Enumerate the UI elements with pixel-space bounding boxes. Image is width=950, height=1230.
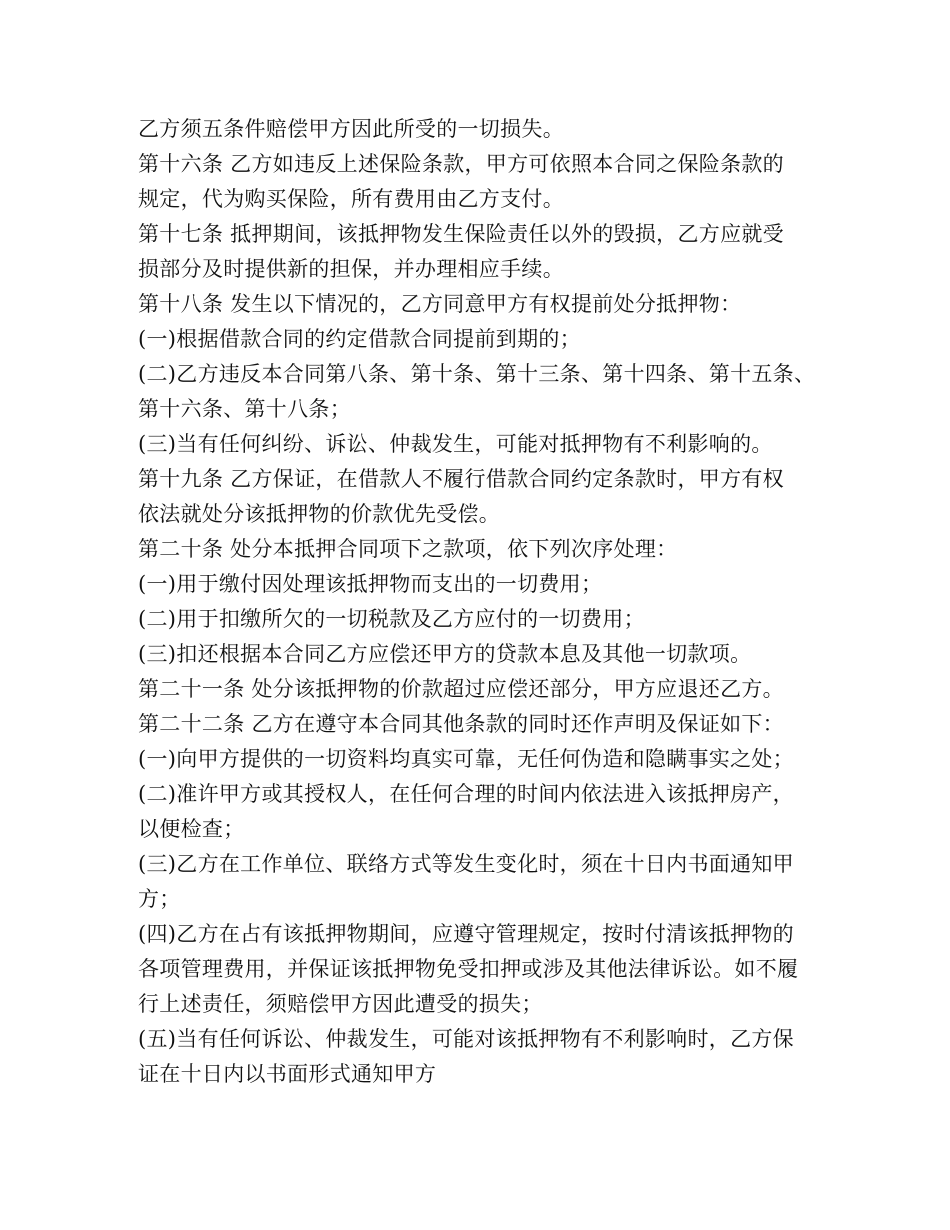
text-line: 第十六条、第十八条； xyxy=(138,397,351,421)
text-line: 方； xyxy=(138,887,181,911)
text-line: 证在十日内以书面形式通知甲方 xyxy=(138,1062,437,1086)
text-line: (二)用于扣缴所欠的一切税款及乙方应付的一切费用； xyxy=(138,607,645,631)
text-line: 第二十条 处分本抵押合同项下之款项，依下列次序处理： xyxy=(138,537,678,561)
text-line: (二)准许甲方或其授权人，在任何合理的时间内依法进入该抵押房产， xyxy=(138,782,794,806)
text-line: 行上述责任，须赔偿甲方因此遭受的损失； xyxy=(138,992,543,1016)
text-line: (一)根据借款合同的约定借款合同提前到期的； xyxy=(138,327,581,351)
text-line: 以便检查； xyxy=(138,817,245,841)
text-line: 第二十一条 处分该抵押物的价款超过应偿还部分，甲方应退还乙方。 xyxy=(138,677,784,701)
text-line: (四)乙方在占有该抵押物期间，应遵守管理规定，按时付清该抵押物的 xyxy=(138,922,794,946)
text-line: 第二十二条 乙方在遵守本合同其他条款的同时还作声明及保证如下： xyxy=(138,712,784,736)
text-line: (三)乙方在工作单位、联络方式等发生变化时，须在十日内书面通知甲 xyxy=(138,852,794,876)
text-line: 依法就处分该抵押物的价款优先受偿。 xyxy=(138,502,501,526)
text-line: 规定，代为购买保险，所有费用由乙方支付。 xyxy=(138,187,564,211)
text-line: 第十七条 抵押期间，该抵押物发生保险责任以外的毁损，乙方应就受 xyxy=(138,222,784,246)
text-line: (五)当有任何诉讼、仲裁发生，可能对该抵押物有不利影响时，乙方保 xyxy=(138,1027,794,1051)
text-line: (一)用于缴付因处理该抵押物而支出的一切费用； xyxy=(138,572,603,596)
text-line: 第十九条 乙方保证，在借款人不履行借款合同约定条款时，甲方有权 xyxy=(138,467,784,491)
document-body xyxy=(138,112,828,1092)
text-line: (一)向甲方提供的一切资料均真实可靠，无任何伪造和隐瞒事实之处； xyxy=(138,747,794,771)
text-line: 各项管理费用，并保证该抵押物免受扣押或涉及其他法律诉讼。如不履 xyxy=(138,957,799,981)
text-line: (三)扣还根据本合同乙方应偿还甲方的贷款本息及其他一切款项。 xyxy=(138,642,752,666)
text-line: 第十六条 乙方如违反上述保险条款，甲方可依照本合同之保险条款的 xyxy=(138,152,784,176)
text-line: 乙方须五条件赔偿甲方因此所受的一切损失。 xyxy=(138,117,564,141)
text-line: 第十八条 发生以下情况的，乙方同意甲方有权提前处分抵押物： xyxy=(138,292,742,316)
text-line: (二)乙方违反本合同第八条、第十条、第十三条、第十四条、第十五条、 xyxy=(138,362,816,386)
text-line: 损部分及时提供新的担保，并办理相应手续。 xyxy=(138,257,564,281)
text-line: (三)当有任何纠纷、诉讼、仲裁发生，可能对抵押物有不利影响的。 xyxy=(138,432,773,456)
